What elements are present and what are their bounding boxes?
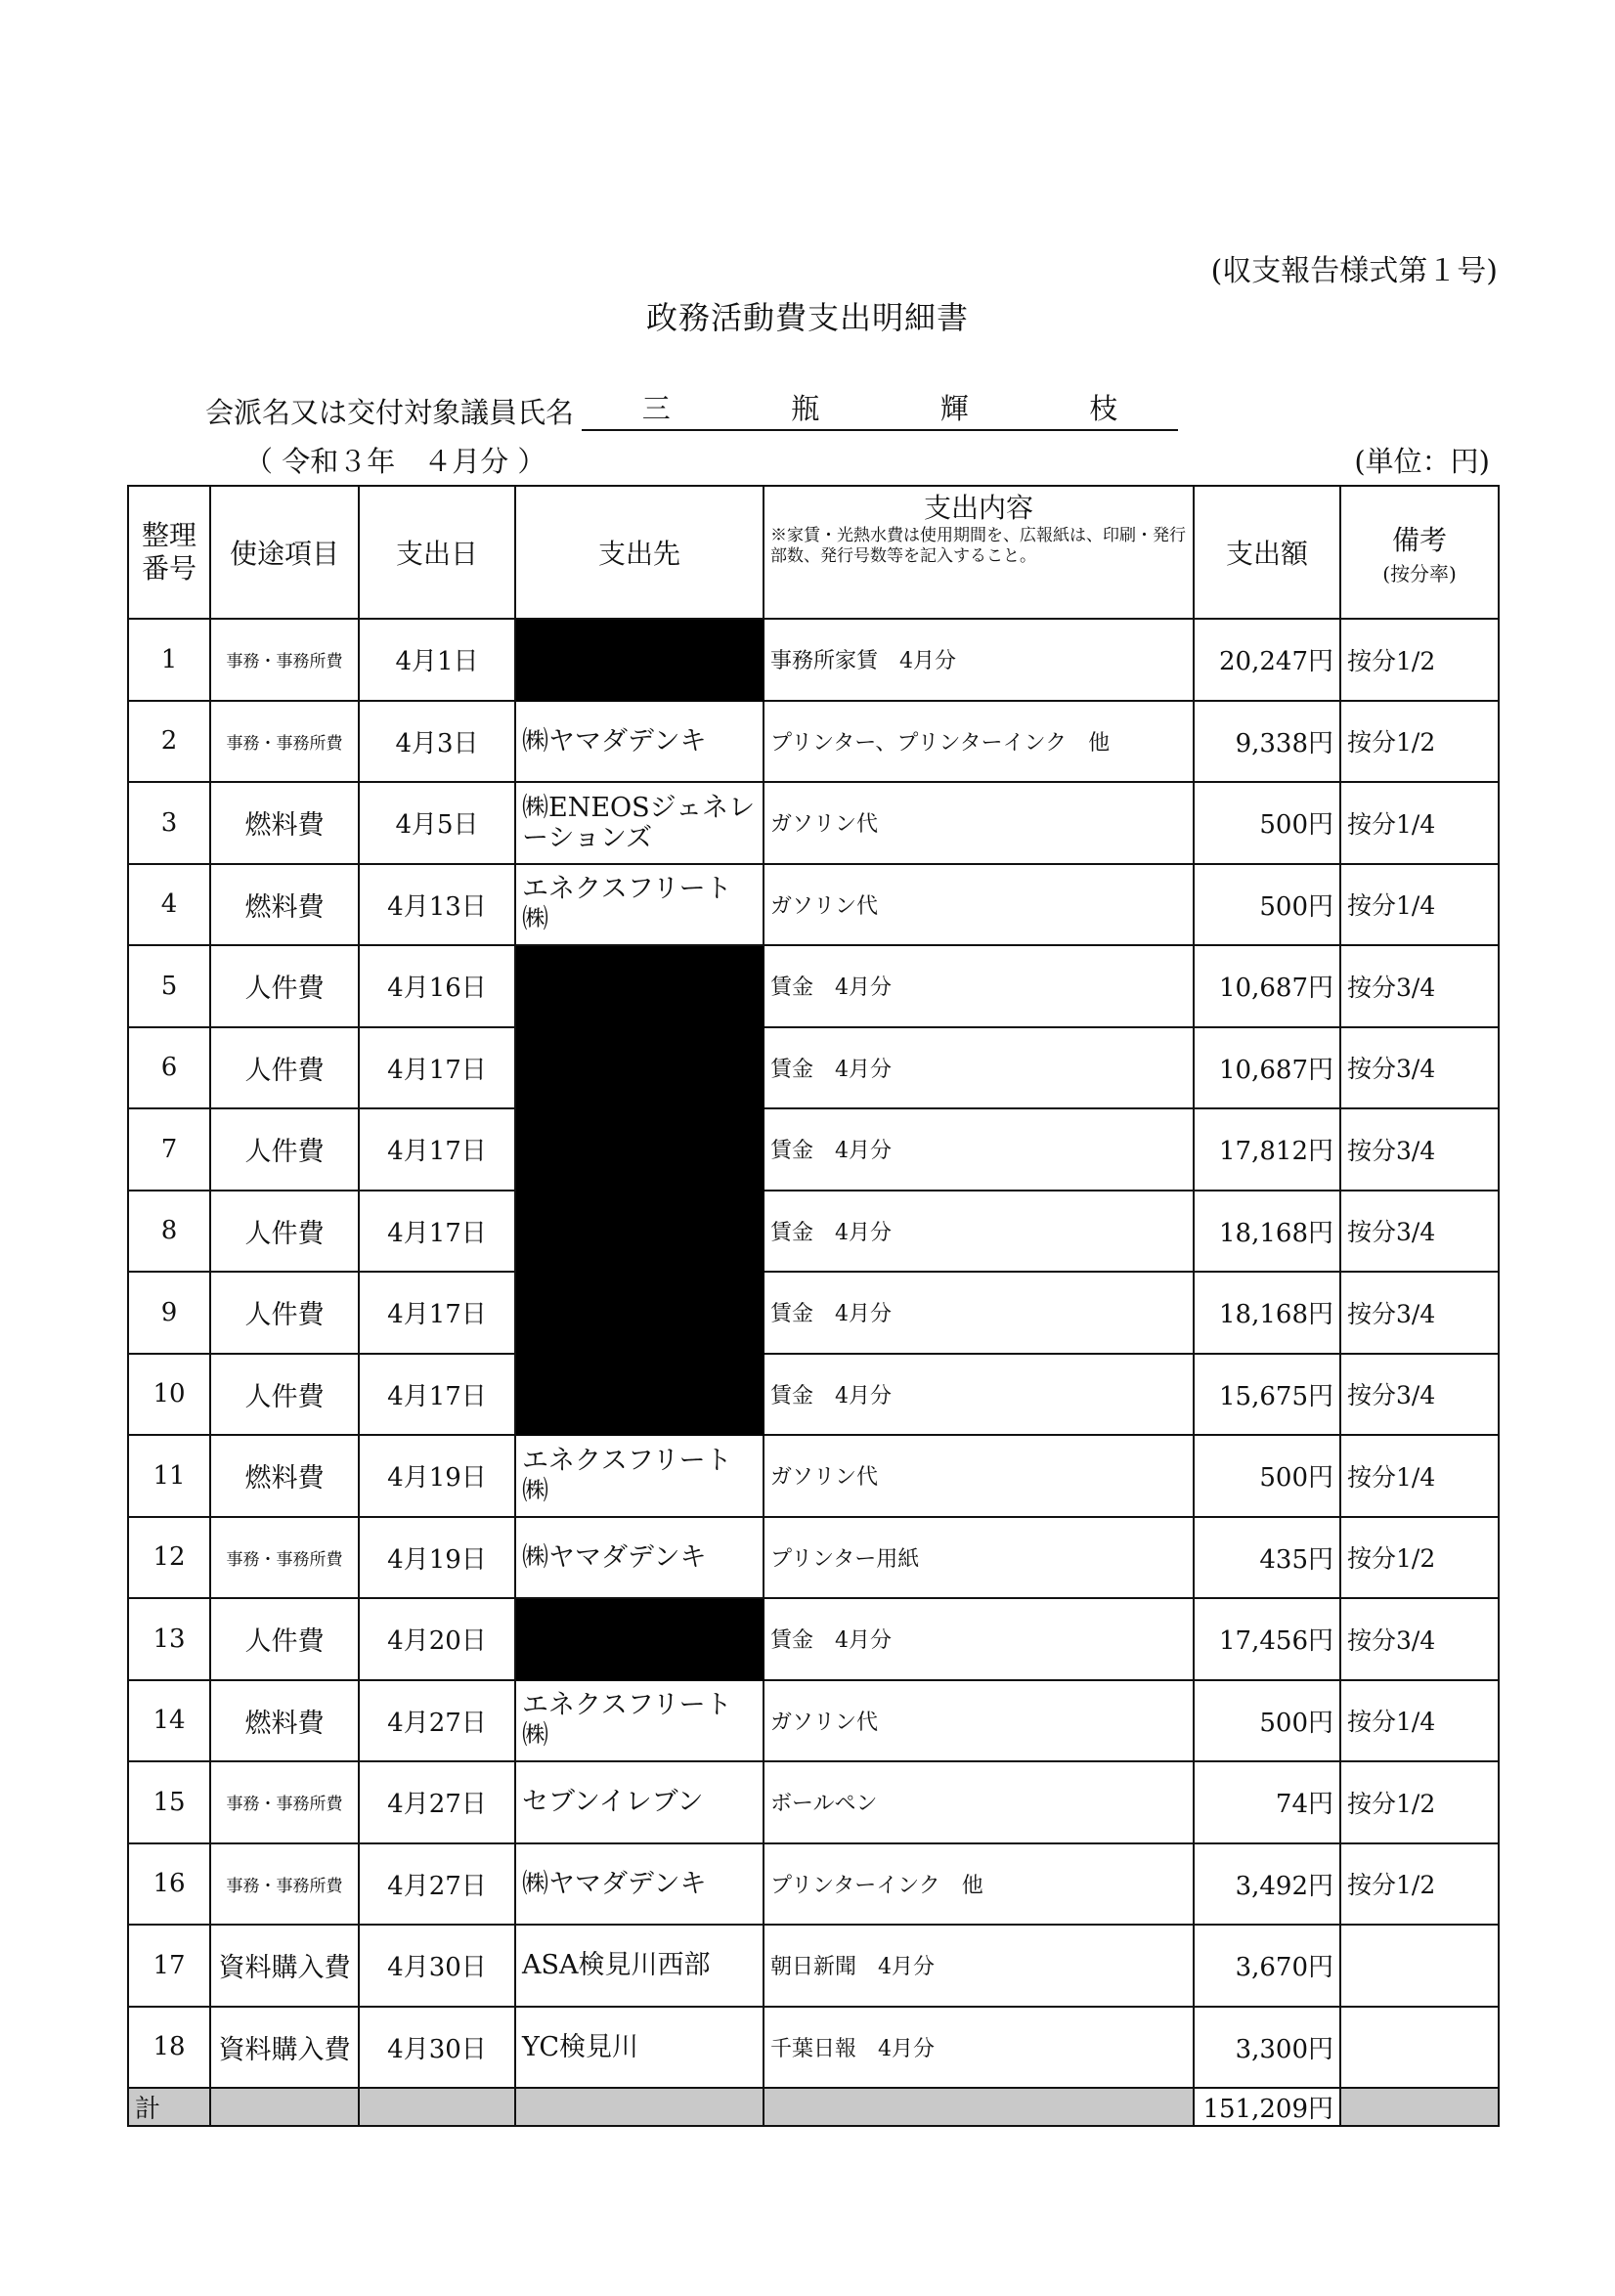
row-date-cell: 4月30日 [359, 2007, 515, 2089]
table-row [128, 1761, 1499, 1843]
row-purpose-cell: 資料購入費 [210, 1925, 359, 2007]
row-amount-cell: 500円 [1194, 1680, 1340, 1762]
row-payee-redacted-cell [515, 619, 764, 701]
table-row [128, 1435, 1499, 1517]
row-amount-cell: 3,670円 [1194, 1925, 1340, 2007]
row-date-cell: 4月13日 [359, 864, 515, 946]
total-blank-cell [1340, 2088, 1499, 2126]
row-date-cell: 4月27日 [359, 1761, 515, 1843]
column-header-no: 整理番号 [128, 486, 210, 619]
row-amount-cell: 435円 [1194, 1517, 1340, 1599]
row-payee-cell: ASA検見川西部 [515, 1925, 764, 2007]
row-content-cell: 千葉日報 4月分 [764, 2007, 1194, 2089]
row-purpose-cell: 人件費 [210, 1272, 359, 1354]
row-amount-cell: 500円 [1194, 864, 1340, 946]
row-amount-cell: 10,687円 [1194, 945, 1340, 1027]
total-blank-cell [210, 2088, 359, 2126]
table-row [128, 1027, 1499, 1109]
table-row [128, 1272, 1499, 1354]
row-purpose-cell: 人件費 [210, 1191, 359, 1273]
table-row [128, 1108, 1499, 1191]
row-remarks-cell: 按分1/4 [1340, 1435, 1499, 1517]
column-header-content-note: ※家賃・光熱水費は使用期間を、広報紙は、印刷・発行部数、発行号数等を記入すること。 [770, 526, 1186, 566]
row-content-cell: プリンターインク 他 [764, 1843, 1194, 1926]
row-number-cell: 10 [128, 1354, 210, 1436]
row-payee-redacted-cell [515, 1191, 764, 1273]
table-row [128, 701, 1499, 783]
row-date-cell: 4月17日 [359, 1354, 515, 1436]
expense-table [127, 485, 1500, 2127]
table-row [128, 782, 1499, 864]
row-content-cell: 賃金 4月分 [764, 1354, 1194, 1436]
row-number-cell: 13 [128, 1598, 210, 1680]
row-payee-cell: ㈱ヤマダデンキ [515, 1843, 764, 1926]
row-number-cell: 6 [128, 1027, 210, 1109]
row-payee-redacted-cell [515, 945, 764, 1027]
row-content-cell: 賃金 4月分 [764, 1191, 1194, 1273]
row-remarks-cell: 按分1/4 [1340, 782, 1499, 864]
row-remarks-cell: 按分3/4 [1340, 1108, 1499, 1191]
row-content-cell: ガソリン代 [764, 864, 1194, 946]
row-payee-cell: エネクスフリート㈱ [515, 1435, 764, 1517]
row-payee-redacted-cell [515, 1598, 764, 1680]
row-payee-cell: ㈱ヤマダデンキ [515, 701, 764, 783]
row-amount-cell: 17,812円 [1194, 1108, 1340, 1191]
row-date-cell: 4月1日 [359, 619, 515, 701]
row-amount-cell: 3,300円 [1194, 2007, 1340, 2089]
row-remarks-cell: 按分1/2 [1340, 1517, 1499, 1599]
row-remarks-cell: 按分1/2 [1340, 1843, 1499, 1926]
row-payee-redacted-cell [515, 1272, 764, 1354]
row-amount-cell: 10,687円 [1194, 1027, 1340, 1109]
row-amount-cell: 18,168円 [1194, 1191, 1340, 1273]
row-content-cell: 事務所家賃 4月分 [764, 619, 1194, 701]
table-row [128, 1354, 1499, 1436]
column-header-date: 支出日 [359, 486, 515, 619]
row-date-cell: 4月27日 [359, 1680, 515, 1762]
row-amount-cell: 500円 [1194, 782, 1340, 864]
member-name-row [205, 387, 1178, 431]
row-purpose-cell: 燃料費 [210, 1680, 359, 1762]
row-number-cell: 12 [128, 1517, 210, 1599]
row-remarks-cell: 按分1/4 [1340, 864, 1499, 946]
row-purpose-cell: 燃料費 [210, 864, 359, 946]
member-name-char: 三 [641, 392, 671, 425]
row-purpose-cell: 事務・事務所費 [210, 1517, 359, 1599]
row-remarks-cell: 按分1/4 [1340, 1680, 1499, 1762]
member-name-value [582, 387, 1178, 431]
row-payee-cell: YC検見川 [515, 2007, 764, 2089]
row-remarks-cell: 按分1/2 [1340, 619, 1499, 701]
column-header-remarks-title: 備考 [1391, 523, 1447, 556]
row-purpose-cell: 事務・事務所費 [210, 1761, 359, 1843]
row-purpose-cell: 燃料費 [210, 1435, 359, 1517]
column-header-purpose: 使途項目 [210, 486, 359, 619]
row-payee-redacted-cell [515, 1027, 764, 1109]
row-amount-cell: 500円 [1194, 1435, 1340, 1517]
row-amount-cell: 18,168円 [1194, 1272, 1340, 1354]
table-row [128, 1517, 1499, 1599]
table-row [128, 2007, 1499, 2089]
row-date-cell: 4月27日 [359, 1843, 515, 1926]
row-remarks-cell: 按分1/2 [1340, 1761, 1499, 1843]
row-content-cell: 賃金 4月分 [764, 1598, 1194, 1680]
row-date-cell: 4月30日 [359, 1925, 515, 2007]
table-row [128, 1925, 1499, 2007]
row-amount-cell: 17,456円 [1194, 1598, 1340, 1680]
column-header-payee: 支出先 [515, 486, 764, 619]
row-number-cell: 17 [128, 1925, 210, 2007]
row-purpose-cell: 人件費 [210, 1027, 359, 1109]
row-content-cell: 賃金 4月分 [764, 1108, 1194, 1191]
row-amount-cell: 20,247円 [1194, 619, 1340, 701]
row-date-cell: 4月17日 [359, 1191, 515, 1273]
table-header-row [128, 486, 1499, 619]
row-remarks-cell [1340, 1925, 1499, 2007]
row-remarks-cell: 按分3/4 [1340, 1191, 1499, 1273]
row-payee-redacted-cell [515, 1354, 764, 1436]
row-content-cell: プリンター用紙 [764, 1517, 1194, 1599]
column-header-amount: 支出額 [1194, 486, 1340, 619]
row-content-cell: ボールペン [764, 1761, 1194, 1843]
row-number-cell: 3 [128, 782, 210, 864]
column-header-content [764, 486, 1194, 619]
row-date-cell: 4月19日 [359, 1435, 515, 1517]
row-payee-cell: エネクスフリート㈱ [515, 864, 764, 946]
row-purpose-cell: 人件費 [210, 945, 359, 1027]
row-purpose-cell: 人件費 [210, 1598, 359, 1680]
row-content-cell: 賃金 4月分 [764, 1272, 1194, 1354]
row-payee-cell: ㈱ENEOSジェネレーションズ [515, 782, 764, 864]
row-remarks-cell: 按分3/4 [1340, 1598, 1499, 1680]
total-row [128, 2088, 1499, 2126]
row-number-cell: 2 [128, 701, 210, 783]
row-number-cell: 11 [128, 1435, 210, 1517]
row-amount-cell: 9,338円 [1194, 701, 1340, 783]
row-number-cell: 16 [128, 1843, 210, 1926]
row-remarks-cell: 按分1/2 [1340, 701, 1499, 783]
total-blank-cell [764, 2088, 1194, 2126]
row-content-cell: ガソリン代 [764, 1435, 1194, 1517]
row-amount-cell: 3,492円 [1194, 1843, 1340, 1926]
row-amount-cell: 15,675円 [1194, 1354, 1340, 1436]
row-content-cell: 朝日新聞 4月分 [764, 1925, 1194, 2007]
table-row [128, 1191, 1499, 1273]
row-remarks-cell: 按分3/4 [1340, 1272, 1499, 1354]
member-name-char: 瓶 [791, 392, 820, 425]
row-purpose-cell: 燃料費 [210, 782, 359, 864]
row-content-cell: 賃金 4月分 [764, 945, 1194, 1027]
row-date-cell: 4月17日 [359, 1272, 515, 1354]
column-header-remarks [1340, 486, 1499, 619]
row-date-cell: 4月5日 [359, 782, 515, 864]
row-remarks-cell: 按分3/4 [1340, 1354, 1499, 1436]
member-name-label: 会派名又は交付対象議員氏名 [205, 396, 575, 429]
table-row [128, 1843, 1499, 1926]
row-number-cell: 7 [128, 1108, 210, 1191]
total-blank-cell [359, 2088, 515, 2126]
row-number-cell: 9 [128, 1272, 210, 1354]
report-period: （ 令和３年 ４月分 ） [244, 445, 546, 478]
row-payee-redacted-cell [515, 1108, 764, 1191]
row-remarks-cell [1340, 2007, 1499, 2089]
row-purpose-cell: 事務・事務所費 [210, 701, 359, 783]
table-row [128, 1598, 1499, 1680]
row-date-cell: 4月19日 [359, 1517, 515, 1599]
column-header-content-title: 支出内容 [923, 492, 1033, 524]
unit-label: (単位：円) [1354, 445, 1490, 478]
row-content-cell: 賃金 4月分 [764, 1027, 1194, 1109]
row-number-cell: 15 [128, 1761, 210, 1843]
row-payee-cell: セブンイレブン [515, 1761, 764, 1843]
member-name-char: 枝 [1089, 392, 1118, 425]
row-content-cell: ガソリン代 [764, 1680, 1194, 1762]
table-row [128, 945, 1499, 1027]
column-header-remarks-sub: (按分率) [1382, 561, 1457, 585]
form-number: (収支報告様式第１号) [1210, 254, 1498, 288]
row-date-cell: 4月17日 [359, 1027, 515, 1109]
row-payee-cell: ㈱ヤマダデンキ [515, 1517, 764, 1599]
member-name-char: 輝 [939, 392, 969, 425]
row-purpose-cell: 事務・事務所費 [210, 1843, 359, 1926]
row-date-cell: 4月3日 [359, 701, 515, 783]
row-remarks-cell: 按分3/4 [1340, 1027, 1499, 1109]
row-number-cell: 8 [128, 1191, 210, 1273]
row-purpose-cell: 事務・事務所費 [210, 619, 359, 701]
total-blank-cell [515, 2088, 764, 2126]
table-row [128, 619, 1499, 701]
row-date-cell: 4月16日 [359, 945, 515, 1027]
row-content-cell: プリンター、プリンターインク 他 [764, 701, 1194, 783]
row-number-cell: 5 [128, 945, 210, 1027]
row-purpose-cell: 資料購入費 [210, 2007, 359, 2089]
row-content-cell: ガソリン代 [764, 782, 1194, 864]
total-label: 計 [128, 2088, 210, 2126]
row-purpose-cell: 人件費 [210, 1354, 359, 1436]
row-amount-cell: 74円 [1194, 1761, 1340, 1843]
row-remarks-cell: 按分3/4 [1340, 945, 1499, 1027]
row-number-cell: 18 [128, 2007, 210, 2089]
row-number-cell: 14 [128, 1680, 210, 1762]
document-title: 政務活動費支出明細書 [645, 299, 969, 336]
row-number-cell: 4 [128, 864, 210, 946]
row-date-cell: 4月20日 [359, 1598, 515, 1680]
row-payee-cell: エネクスフリート㈱ [515, 1680, 764, 1762]
row-purpose-cell: 人件費 [210, 1108, 359, 1191]
table-row [128, 864, 1499, 946]
row-number-cell: 1 [128, 619, 210, 701]
row-date-cell: 4月17日 [359, 1108, 515, 1191]
table-row [128, 1680, 1499, 1762]
total-amount: 151,209円 [1194, 2088, 1340, 2126]
